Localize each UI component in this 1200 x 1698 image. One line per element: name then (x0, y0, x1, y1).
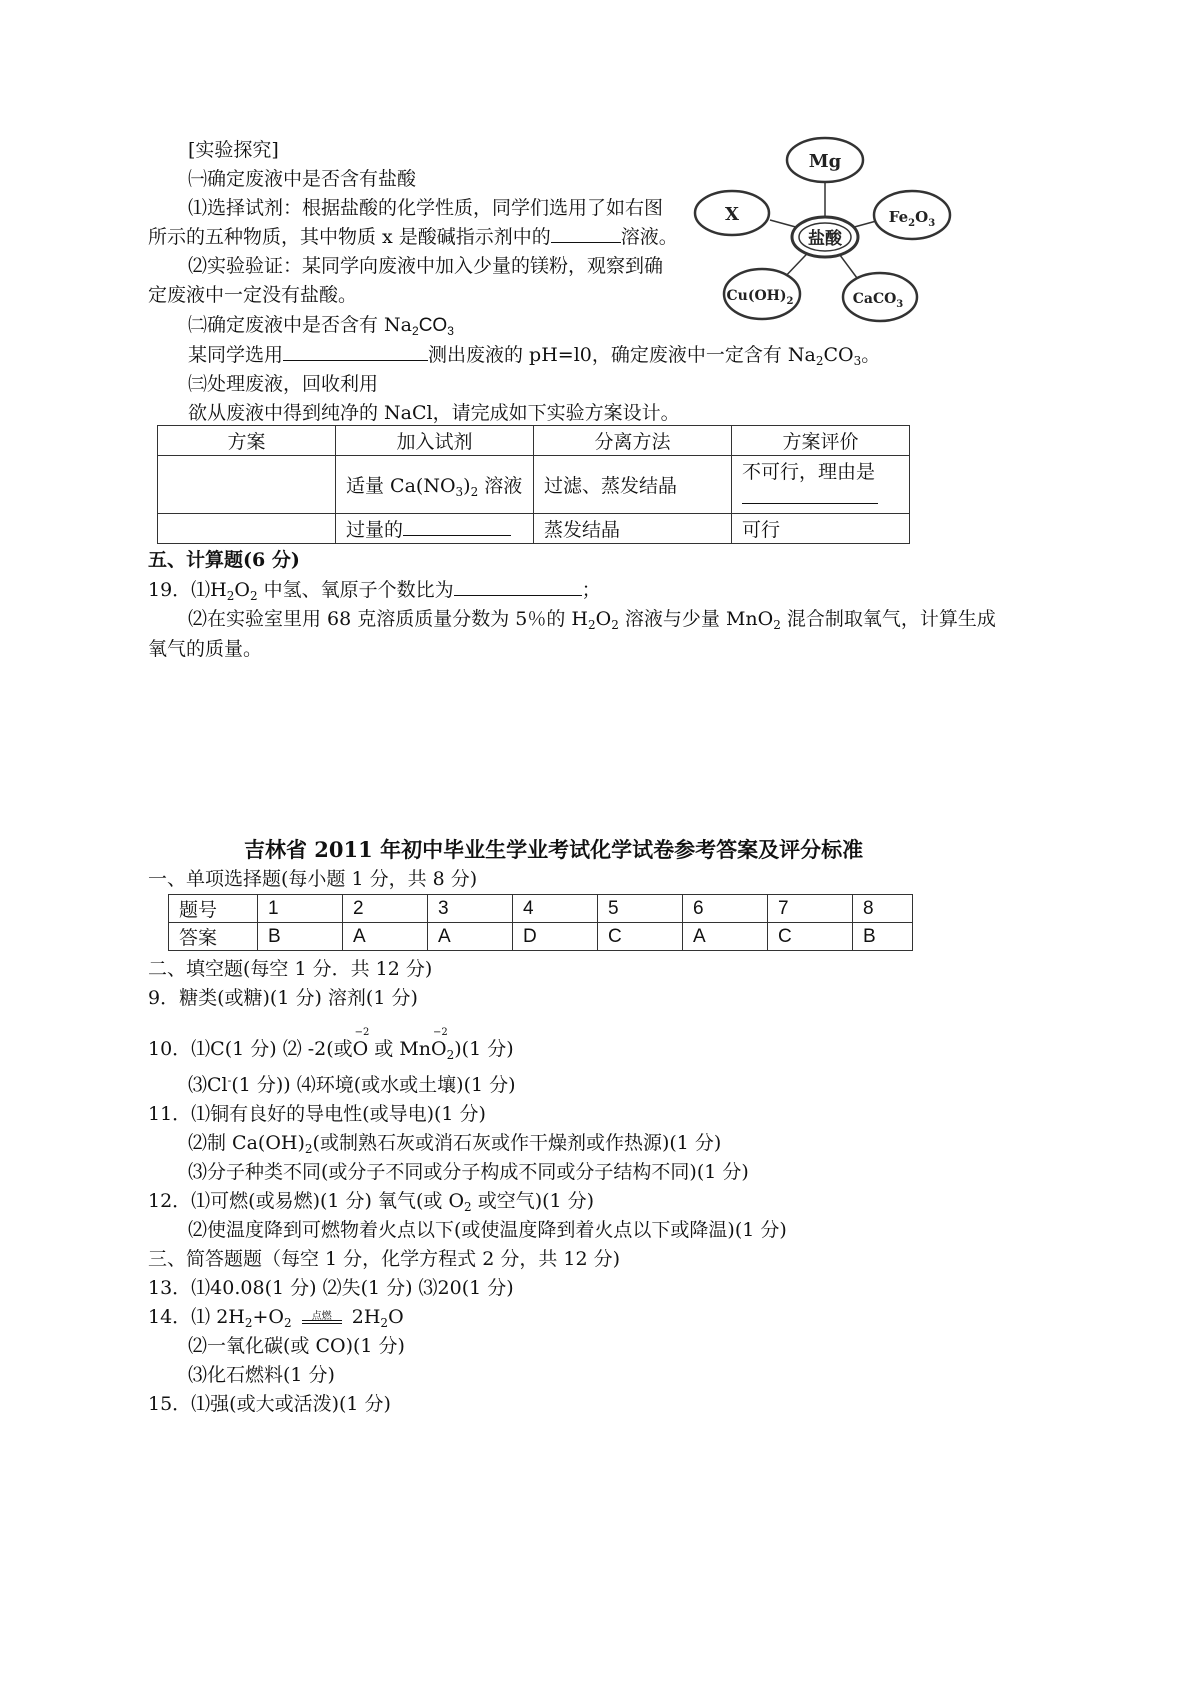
answer-q14-2: ⑵一氧化碳(或 CO)(1 分) (188, 1335, 405, 1357)
table-header: 题号 (169, 895, 258, 923)
node-label: Mg (808, 151, 842, 172)
answer-q10-line2 (188, 1071, 516, 1099)
text: 某同学选用 (188, 344, 284, 366)
answer-blank[interactable] (403, 517, 511, 536)
table-cell: 2 (343, 895, 428, 923)
answer-blank-line[interactable] (742, 485, 899, 511)
answer-q12-2: ⑵使温度降到可燃物着火点以下(或使温度降到着火点以下或降温)(1 分) (188, 1219, 787, 1241)
paragraph-line: 定废液中一定没有盐酸。 (148, 284, 358, 306)
subsection-title-3: ㈢处理废液，回收利用 (188, 373, 379, 395)
table-cell: B (853, 923, 913, 951)
section-title-short-answer: 三、简答题题（每空 1 分，化学方程式 2 分，共 12 分) (148, 1248, 621, 1270)
table-cell: 4 (513, 895, 598, 923)
section-title-choice: 一、单项选择题(每小题 1 分，共 8 分) (148, 868, 478, 890)
paragraph-line (188, 341, 880, 369)
subscript: 2 (412, 324, 419, 338)
node-label: CaCO$_3$ (852, 291, 904, 310)
text: 12．⑴可燃(或易燃)(1 分) 氧气(或 O (148, 1190, 465, 1212)
text: +O (252, 1306, 285, 1328)
subscript: 2 (611, 618, 619, 632)
answer-q12-1 (148, 1187, 594, 1215)
answer-q14-1 (148, 1303, 404, 1331)
text: 或 Mn (368, 1038, 432, 1060)
text: ㈡确定废液中是否含有 Na (188, 314, 412, 336)
table-cell: 5 (598, 895, 683, 923)
oxidation-o (431, 1027, 448, 1063)
answer-q15-1: 15．⑴强(或大或活泼)(1 分) (148, 1393, 391, 1415)
table-cell (336, 514, 534, 544)
superscript: −2 (354, 1027, 370, 1038)
subscript: 3 (853, 354, 862, 368)
text: 测出废液的 pH=l0，确定废液中一定含有 Na (428, 344, 816, 366)
subscript: 2 (470, 485, 479, 499)
node-fe2o3 (874, 191, 950, 239)
subscript: 2 (304, 1142, 313, 1156)
text: O (234, 579, 250, 601)
node-label: X (725, 204, 739, 225)
text: ) (463, 475, 471, 497)
text: CO (823, 344, 854, 366)
reaction-condition: 点燃 (311, 1311, 332, 1322)
paragraph-line: ⑵实验验证：某同学向废液中加入少量的镁粉，观察到确 (188, 255, 664, 277)
text: 2H (351, 1306, 381, 1328)
text: O (595, 608, 612, 630)
table-cell: C (598, 923, 683, 951)
text: O (388, 1306, 404, 1328)
text: 10．⑴C(1 分) ⑵ -2(或 (148, 1038, 353, 1060)
paragraph-line: 欲从废液中得到纯净的 NaCl，请完成如下实验方案设计。 (188, 402, 680, 424)
text: 14．⑴ 2H (148, 1306, 245, 1328)
subscript: 2 (815, 354, 824, 368)
text: 适量 Ca(NO (346, 475, 456, 497)
table-cell: D (513, 923, 598, 951)
text: (1 分)) ⑷环境(或水或土壤)(1 分) (231, 1074, 516, 1096)
text: )(1 分) (454, 1038, 514, 1060)
answer-blank[interactable] (551, 224, 621, 243)
answer-table (168, 894, 913, 951)
table-cell: 8 (853, 895, 913, 923)
text: 溶液。 (620, 226, 678, 248)
text: O (431, 1038, 447, 1060)
center-label: 盐酸 (808, 229, 842, 249)
answer-q11-2 (188, 1129, 721, 1157)
subsection-title-2 (188, 311, 454, 340)
answer-q11-1: 11．⑴铜有良好的导电性(或导电)(1 分) (148, 1103, 486, 1125)
table-cell: B (258, 923, 343, 951)
question-19-line2 (188, 605, 996, 633)
text: 。 (861, 344, 881, 366)
table-cell: 7 (768, 895, 853, 923)
text: 所示的五种物质，其中物质 x 是酸碱指示剂中的 (148, 226, 551, 248)
table-header: 答案 (169, 923, 258, 951)
text: O (352, 1038, 369, 1060)
answer-key-title: 吉林省 2011 年初中毕业生学业考试化学试卷参考答案及评分标准 (244, 837, 864, 862)
paragraph-line (148, 223, 678, 251)
subscript: 2 (464, 1200, 472, 1214)
table-cell-blank[interactable] (158, 456, 336, 514)
text: 溶液与少量 MnO (618, 608, 774, 630)
table-cell: 可行 (732, 514, 910, 544)
subscript: 2 (588, 618, 596, 632)
section-title-fill: 二、填空题(每空 1 分．共 12 分) (148, 958, 433, 980)
text: 溶液 (478, 475, 523, 497)
table-cell: C (768, 923, 853, 951)
table-header: 方案 (158, 426, 336, 456)
answer-q14-3: ⑶化石燃料(1 分) (188, 1364, 335, 1386)
table-cell: 6 (683, 895, 768, 923)
table-cell: 过滤、蒸发结晶 (534, 456, 732, 514)
table-cell (336, 456, 534, 514)
table-header: 分离方法 (534, 426, 732, 456)
answer-q10-line1 (148, 1027, 514, 1063)
table-cell (732, 456, 910, 514)
answer-q13: 13．⑴40.08(1 分) ⑵失(1 分) ⑶20(1 分) (148, 1277, 514, 1299)
table-cell: A (428, 923, 513, 951)
text: (或制熟石灰或消石灰或作干燥剂或作热源)(1 分) (312, 1132, 722, 1154)
answer-blank[interactable] (454, 577, 582, 596)
section-heading: [实验探究] (188, 139, 279, 161)
superscript: −2 (433, 1027, 448, 1038)
superscript: - (227, 1074, 232, 1087)
text: 不可行，理由是 (742, 460, 876, 483)
table-cell: 3 (428, 895, 513, 923)
question-19-line3: 氧气的质量。 (148, 638, 263, 660)
subscript: 3 (447, 324, 454, 338)
question-19-line1 (148, 576, 601, 604)
paragraph-line: ⑴选择试剂：根据盐酸的化学性质，同学们选用了如右图 (188, 197, 664, 219)
text: CO (418, 315, 448, 336)
text: ； (581, 579, 601, 601)
subscript: 2 (249, 589, 258, 603)
subscript: 2 (773, 618, 781, 632)
subscript: 2 (446, 1048, 455, 1062)
subscript: 2 (380, 1316, 389, 1330)
subscript: 3 (455, 485, 464, 499)
text: 19．⑴H (148, 579, 227, 601)
hydrochloric-acid-diagram (690, 132, 965, 327)
reaction-arrow (298, 1309, 346, 1327)
answer-blank[interactable] (283, 342, 428, 361)
subsection-title-1: ㈠确定废液中是否含有盐酸 (188, 168, 417, 190)
subscript: 2 (244, 1316, 253, 1330)
table-cell-blank[interactable] (158, 514, 336, 544)
subscript: 2 (226, 589, 235, 603)
subscript: 2 (284, 1316, 292, 1330)
section-title-calculation: 五、计算题(6 分) (148, 549, 300, 571)
answer-q11-3: ⑶分子种类不同(或分子不同或分子构成不同或分子结构不同)(1 分) (188, 1161, 749, 1183)
table-cell: A (343, 923, 428, 951)
table-header: 加入试剂 (336, 426, 534, 456)
text: 混合制取氧气，计算生成 (780, 608, 996, 630)
oxidation-o (352, 1027, 370, 1063)
text: ⑵制 Ca(OH) (188, 1132, 305, 1154)
table-cell: 蒸发结晶 (534, 514, 732, 544)
table-cell: 1 (258, 895, 343, 923)
text: 或空气)(1 分) (471, 1190, 595, 1212)
answer-q9: 9．糖类(或糖)(1 分) 溶剂(1 分) (148, 987, 418, 1009)
plan-table (157, 425, 910, 544)
text: ⑶Cl (188, 1074, 228, 1096)
text: ⑵在实验室里用 68 克溶质质量分数为 5％的 H (188, 608, 588, 630)
text: 中氢、氧原子个数比为 (257, 579, 454, 601)
node-label: $Cu(OH)_2$ (726, 288, 794, 307)
table-cell: A (683, 923, 768, 951)
node-label: $Fe_2O_3$ (888, 208, 936, 229)
text: 过量的 (346, 519, 404, 541)
table-header: 方案评价 (732, 426, 910, 456)
